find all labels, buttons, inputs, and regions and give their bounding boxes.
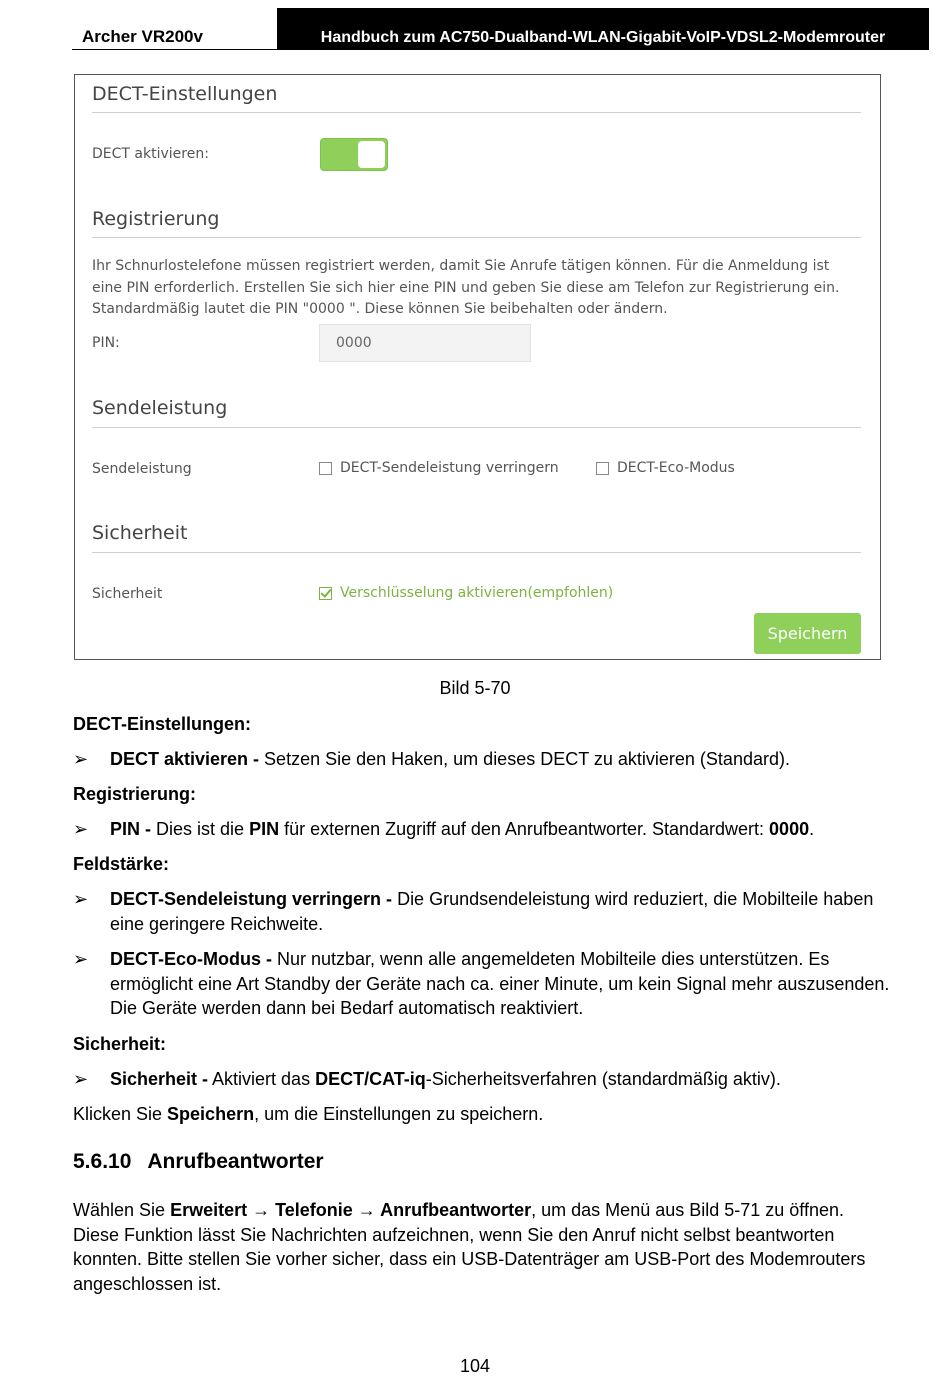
dect-settings-panel [74, 74, 881, 660]
section-heading [73, 1150, 324, 1174]
security-title: Sicherheit [92, 522, 188, 544]
pin-label: PIN: [92, 335, 120, 351]
bullet-arrow-icon: ➢ [73, 819, 89, 839]
power-label: Sendeleistung [92, 461, 192, 477]
save-instruction: Klicken Sie Speichern, um die Einstellungen zu speichern. [73, 1104, 544, 1124]
dect-section-title: DECT-Einstellungen [92, 83, 278, 105]
list-item: ➢ DECT aktivieren - Setzen Sie den Haken, um dieses DECT zu aktivieren (Standard). [73, 747, 893, 772]
power-title: Sendeleistung [92, 397, 228, 419]
eco-mode-checkbox[interactable] [596, 460, 735, 476]
section-title: Anrufbeantworter [147, 1150, 324, 1173]
bullet-arrow-icon: ➢ [73, 749, 89, 769]
registration-heading: Registrierung: [73, 784, 197, 804]
section-number: 5.6.10 [73, 1150, 132, 1173]
section-divider [92, 552, 861, 553]
toggle-knob [358, 141, 385, 168]
checkbox-box [596, 462, 609, 475]
header-rule [72, 49, 278, 50]
checkbox-box [319, 462, 332, 475]
section-divider [92, 237, 861, 238]
save-button[interactable]: Speichern [754, 613, 861, 654]
manual-title: Handbuch zum AC750-Dualband-WLAN-Gigabit-VoIP-VDSL2-Modemrouter [277, 8, 929, 50]
list-item: ➢ PIN - Dies ist die PIN für externen Zugriff auf den Anrufbeantworter. Standardwert: 0000. [73, 817, 893, 842]
power-reduce-label: DECT-Sendeleistung verringern [340, 460, 559, 476]
registration-description: Ihr Schnurlostelefone müssen registriert werden, damit Sie Anrufe tätigen können. Für die Anmeldung ist eine PIN erforderlich. Erstellen Sie sich hier eine PIN und geben Sie diese am Telefon zur Registrierung ein. Standardmäßig lautet die PIN "0000 ". Diese können Sie beibehalten oder ändern. [92, 258, 840, 317]
eco-mode-label: DECT-Eco-Modus [617, 460, 735, 476]
security-heading: Sicherheit: [73, 1034, 167, 1054]
bullet-arrow-icon: ➢ [73, 1069, 89, 1089]
list-item: ➢ Sicherheit - Aktiviert das DECT/CAT-iq-Sicherheitsverfahren (standardmäßig aktiv). [73, 1067, 893, 1092]
security-label: Sicherheit [92, 586, 163, 602]
power-reduce-checkbox[interactable] [319, 460, 559, 476]
dect-heading: DECT-Einstellungen: [73, 714, 252, 734]
field-strength-heading: Feldstärke: [73, 854, 170, 874]
encryption-checkbox[interactable] [319, 585, 613, 601]
section-paragraph: Wählen Sie Erweitert → Telefonie → Anrufbeantworter, um das Menü aus Bild 5-71 zu öffnen. Diese Funktion lässt Sie Nachrichten aufzeichnen, wenn Sie den Anruf nicht selbst beantworten konnten. Bitte stellen Sie vorher sicher, dass ein USB-Datenträger am USB-Port des Modemrouters angeschlossen ist. [73, 1200, 866, 1294]
dect-enable-toggle[interactable] [320, 138, 388, 171]
checkmark-icon [319, 587, 332, 600]
list-item: ➢ DECT-Sendeleistung verringern - Die Grundsendeleistung wird reduziert, die Mobilteile haben eine geringere Reichweite. [73, 889, 874, 934]
section-divider [92, 112, 861, 113]
bullet-arrow-icon: ➢ [73, 889, 89, 909]
section-divider [92, 427, 861, 428]
bullet-arrow-icon: ➢ [73, 949, 89, 969]
pin-input[interactable] [319, 324, 531, 362]
page-number: 104 [459, 1356, 491, 1376]
figure-caption: Bild 5-70 [439, 678, 511, 698]
dect-enable-label: DECT aktivieren: [92, 146, 209, 162]
registration-title: Registrierung [92, 208, 220, 230]
product-name: Archer VR200v [82, 27, 203, 46]
list-item: ➢ DECT-Eco-Modus - Nur nutzbar, wenn alle angemeldeten Mobilteile dies unterstützen. Es ermöglicht eine Art Standby der Geräte nach ca. einer Minute, um kein Signal mehr auszusenden. Die Geräte werden dann bei Bedarf automatisch reaktiviert. [73, 949, 890, 1018]
encryption-label: Verschlüsselung aktivieren(empfohlen) [340, 585, 614, 601]
